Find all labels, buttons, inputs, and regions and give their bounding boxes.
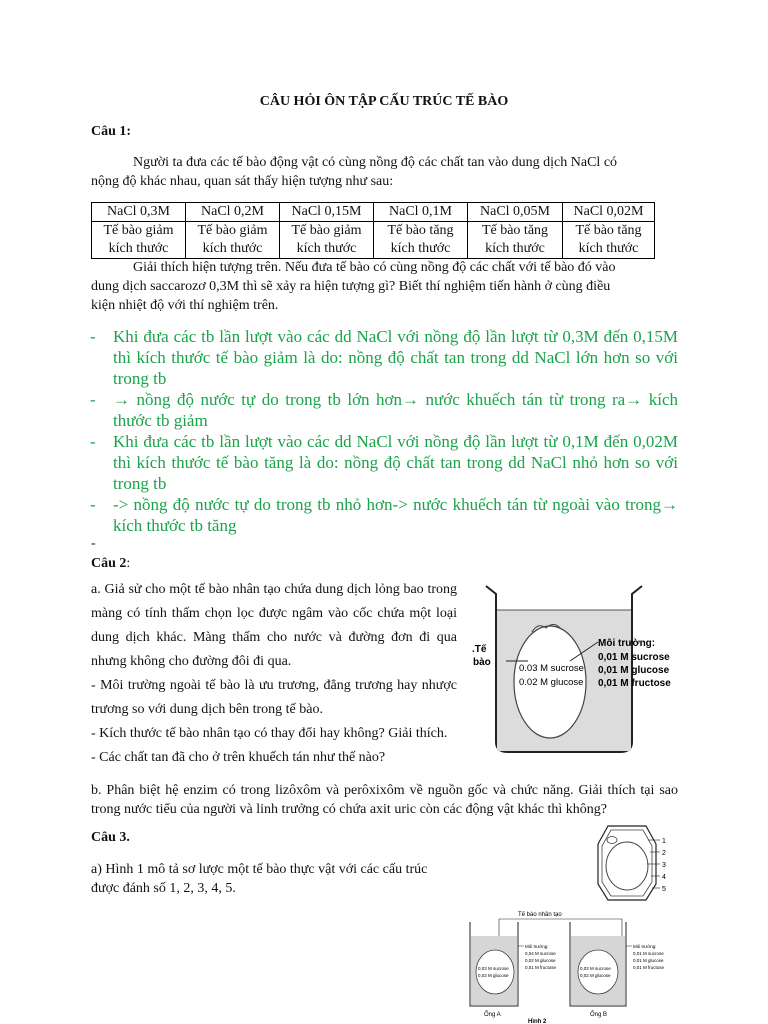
fig1-number: 1 — [662, 838, 666, 845]
question-2-label: Câu 2: — [91, 556, 131, 571]
fig2-caption: Hình 2 — [528, 1019, 547, 1024]
table-cell: Tế bào tăng kích thước — [563, 222, 655, 259]
question-2a-paragraph: a. Giả sử cho một tế bào nhân tạo chứa dung dịch lỏng bao trong màng có tính thấm chọn lọc được ngâm vào cốc chứa một loại dung dịch khác. Màng thấm cho nước và đường đơn đi qua nhưng không cho đường đôi đi qua. — [91, 582, 457, 669]
nacl-table — [91, 202, 655, 259]
table-header-cell: NaCl 0,2M — [186, 203, 280, 222]
table-cell: Tế bào giảm kích thước — [186, 222, 280, 259]
plant-cell-figure — [590, 822, 670, 902]
fig1-number: 5 — [662, 886, 666, 893]
figure-inside-2: 0.02 M glucose — [519, 677, 584, 688]
figure-env-title: Môi trường: — [598, 638, 656, 649]
fig2-cellA-1: 0,03 M sucrose — [478, 966, 509, 971]
fig2-tubeB-env-2: 0,01 M glucose — [633, 958, 664, 963]
fig1-number: 2 — [662, 850, 666, 857]
figure-cell-label-1: .Tế — [472, 644, 487, 655]
table-header-row — [92, 203, 655, 222]
answer-dash: - — [90, 495, 96, 514]
answer-4: -> nồng độ nước tự do trong tb nhỏ hơn-> nước khuếch tán từ ngoài vào trong→ kích thước tb tăng — [113, 495, 678, 535]
fig2-tubeA-env-2: 0,02 M glucose — [525, 958, 556, 963]
fig2-tubeB-env-3: 0,01 M fructose — [633, 965, 665, 970]
table-header-cell: NaCl 0,02M — [563, 203, 655, 222]
question-3a-line-1: a) Hình 1 mô tả sơ lược một tế bào thực vật với các cấu trúc — [91, 862, 428, 877]
answer-dash: - — [90, 432, 96, 451]
figure-cell-label-2: bào — [473, 657, 491, 668]
question-1-intro-line-1: Người ta đưa các tế bào động vật có cùng nồng độ các chất tan vào dung dịch NaCl có — [133, 155, 618, 170]
table-header-cell: NaCl 0,15M — [280, 203, 374, 222]
question-2a-paragraph: - Môi trường ngoài tế bào là ưu trương, đẳng trương hay nhược trương so với dung dịch bên trong tế bào. — [91, 678, 457, 717]
answer-3: Khi đưa các tb lần lượt vào các dd NaCl với nồng độ lần lượt từ 0,1M đến 0,02M thì kích thước tế bào tăng là do: nồng độ chất tan trong dd NaCl nhỏ hơn so với trong tb — [113, 432, 678, 493]
question-2a-paragraph: - Các chất tan đã cho ở trên khuếch tán như thế nào? — [91, 750, 386, 765]
question-1-label: Câu 1: — [91, 124, 132, 139]
fig2-cellB-2: 0,02 M glucose — [580, 973, 611, 978]
question-2a-paragraph: - Kích thước tế bào nhân tạo có thay đổi hay không? Giải thích. — [91, 726, 448, 741]
two-tubes-figure — [462, 906, 678, 1024]
table-row — [92, 222, 655, 259]
trailing-dash: - — [91, 536, 96, 551]
answer-dash: - — [90, 327, 96, 346]
figure-env-2: 0,01 M glucose — [598, 665, 670, 676]
answer-dash: - — [90, 390, 96, 409]
page-title: CÂU HỎI ÔN TẬP CẤU TRÚC TẾ BÀO — [259, 94, 509, 109]
question-2a-block — [91, 578, 457, 770]
fig2-cellA-2: 0,02 M glucose — [478, 973, 509, 978]
question-1-text-line-1: Giải thích hiện tượng trên. Nếu đưa tế bào có cùng nồng độ các chất với tế bào đó vào — [133, 260, 616, 275]
question-3-label: Câu 3. — [91, 830, 130, 845]
fig2-tubeA-env-3: 0,01 M fructose — [525, 965, 557, 970]
table-cell: Tế bào giảm kích thước — [280, 222, 374, 259]
question-1-intro-line-2: nộng độ khác nhau, quan sát thấy hiện tượng như sau: — [91, 174, 394, 189]
fig1-number: 4 — [662, 874, 666, 881]
fig1-number: 3 — [662, 862, 666, 869]
figure-env-3: 0,01 M fructose — [598, 678, 671, 689]
figure-env-1: 0,01 M sucrose — [598, 652, 670, 663]
fig2-top-label: Tế bào nhân tạo — [518, 912, 562, 918]
table-cell: Tế bào tăng kích thước — [374, 222, 468, 259]
table-header-cell: NaCl 0,3M — [92, 203, 186, 222]
question-2b-paragraph: b. Phân biệt hệ enzim có trong lizôxôm và perôxixôm về nguồn gốc và chức năng. Giải thích tại sao trong nước tiểu của người và linh trưởng có chứa axit uric còn các động vật khác thì không? — [91, 783, 678, 817]
table-header-cell: NaCl 0,05M — [468, 203, 563, 222]
fig2-tubeB-env-title: Môi trường: — [633, 944, 657, 949]
question-3a-line-2: được đánh số 1, 2, 3, 4, 5. — [91, 881, 236, 896]
table-cell: Tế bào tăng kích thước — [468, 222, 563, 259]
fig2-cellB-1: 0,03 M sucrose — [580, 966, 611, 971]
fig2-tubeB-label: Ống B — [590, 1012, 608, 1018]
question-1-text-line-2: dung dịch saccarozơ 0,3M thì sẽ xảy ra hiện tượng gì? Biết thí nghiệm tiến hành ở cùng điều — [91, 279, 611, 294]
answer-1: Khi đưa các tb lần lượt vào các dd NaCl với nồng độ lần lượt từ 0,3M đến 0,15M thì kích thước tế bào giảm là do: nồng độ chất tan trong dd NaCl lớn hơn so với trong tb — [113, 327, 678, 388]
figure-inside-1: 0.03 M sucrose — [519, 663, 584, 674]
beaker-figure — [470, 582, 680, 757]
fig2-tubeA-label: Ống A — [484, 1012, 501, 1018]
table-header-cell: NaCl 0,1M — [374, 203, 468, 222]
fig2-tubeA-env-title: Môi trường: — [525, 944, 549, 949]
table-cell: Tế bào giảm kích thước — [92, 222, 186, 259]
question-1-text-line-3: kiện nhiệt độ với thí nghiệm trên. — [91, 298, 279, 313]
answer-2: → nồng độ nước tự do trong tb lớn hơn→ nước khuếch tán từ trong ra→ kích thước tb giảm — [113, 390, 678, 430]
fig2-tubeB-env-1: 0,01 M sucrose — [633, 951, 664, 956]
fig2-tubeA-env-1: 0,04 M sucrose — [525, 951, 556, 956]
